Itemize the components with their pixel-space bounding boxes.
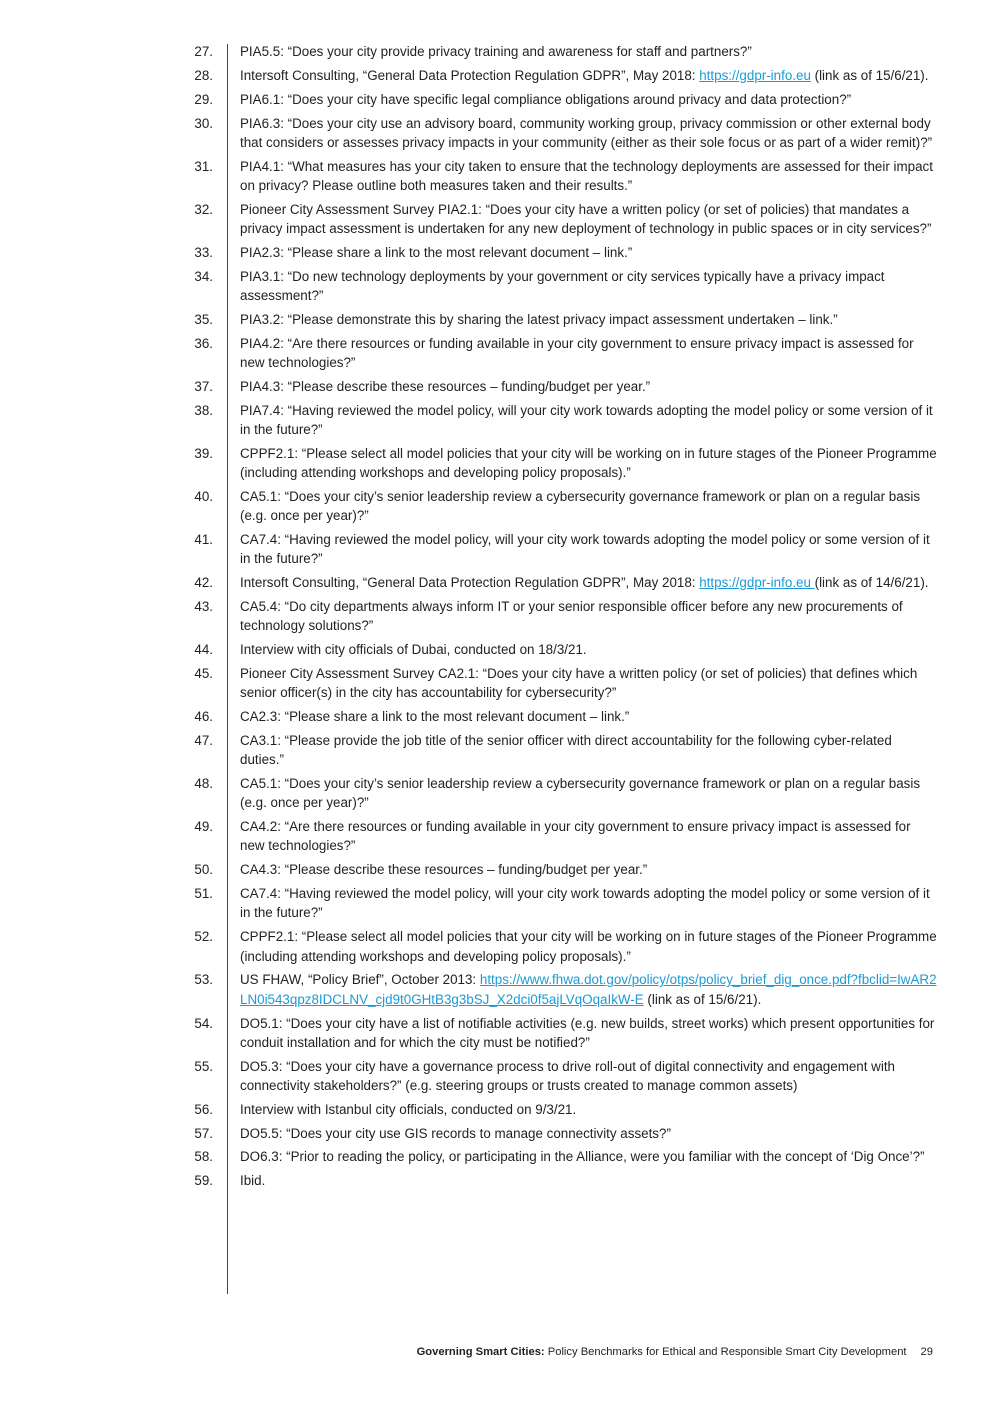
endnote-text xyxy=(240,487,938,525)
endnote-text xyxy=(240,530,938,568)
endnote-text-part: (link as of 14/6/21). xyxy=(814,575,929,591)
endnote xyxy=(183,377,938,396)
page-number: 29 xyxy=(920,1346,933,1358)
endnote-text-part: Pioneer City Assessment Survey CA2.1: “Does your city have a written policy (or set of policies) that defines which senior officer(s) in the city has accountability for cybersecurity?” xyxy=(240,666,918,701)
endnote xyxy=(183,573,938,592)
endnote-text xyxy=(240,774,938,812)
endnote-link[interactable]: https://www.fhwa.dot.gov/policy/otps/policy_brief_dig_once.pdf?fbclid=IwAR2LN0i543qpz8IDCLNV_cjd9t0GHtB3g3bSJ_X2dci0f5ajLVqOqaIkW-E xyxy=(240,972,937,1007)
endnote-link[interactable]: https://gdpr-info.eu xyxy=(699,67,811,83)
endnote-text-part: Ibid. xyxy=(240,1173,266,1189)
endnote-text-part: CA2.3: “Please share a link to the most relevant document – link.” xyxy=(240,709,630,725)
endnote-text-part: CA3.1: “Please provide the job title of the senior officer with direct accountability for the following cyber-related duties.” xyxy=(240,733,892,768)
endnote xyxy=(183,884,938,922)
endnote xyxy=(183,817,938,855)
endnote xyxy=(183,927,938,965)
endnote-text-part: CA5.1: “Does your city’s senior leadership review a cybersecurity governance framework or plan on a regular basis (e.g. once per year)?” xyxy=(240,489,921,524)
endnote-text-part: CA5.1: “Does your city’s senior leadership review a cybersecurity governance framework or plan on a regular basis (e.g. once per year)?” xyxy=(240,776,921,811)
endnote-text-part: PIA7.4: “Having reviewed the model policy, will your city work towards adopting the model policy or some version of it in the future?” xyxy=(240,402,933,438)
endnote-text-part: CA5.4: “Do city departments always inform IT or your senior responsible officer before any new procurements of technology solutions?” xyxy=(240,599,903,634)
endnote-number: 54. xyxy=(194,1015,213,1031)
endnote-text xyxy=(240,444,938,482)
endnote-text xyxy=(240,243,938,262)
endnote-number: 32. xyxy=(194,201,213,217)
endnote xyxy=(183,42,938,61)
footer-title-bold: Governing Smart Cities: xyxy=(416,1346,545,1358)
endnote-text xyxy=(240,1171,938,1190)
endnote-number: 41. xyxy=(194,532,213,548)
endnote xyxy=(183,267,938,305)
endnote xyxy=(183,487,938,525)
endnote-text-part: CA4.3: “Please describe these resources – funding/budget per year.” xyxy=(240,862,648,878)
endnote-number: 44. xyxy=(194,642,213,658)
endnote xyxy=(183,1124,938,1143)
endnote-link[interactable]: https://gdpr-info.eu xyxy=(699,575,815,591)
endnote-number: 28. xyxy=(194,67,213,83)
endnote xyxy=(183,774,938,812)
endnote xyxy=(183,444,938,482)
endnote-text-part: DO5.1: “Does your city have a list of notifiable activities (e.g. new builds, street works) which present opportunities for conduit installation and for which the city must be notified?” xyxy=(240,1015,935,1050)
endnote-text-part: Interview with Istanbul city officials, conducted on 9/3/21. xyxy=(240,1101,577,1117)
page-footer xyxy=(417,1346,933,1358)
endnote-text-part: DO5.5: “Does your city use GIS records to manage connectivity assets?” xyxy=(240,1125,671,1141)
endnote-text xyxy=(240,927,938,965)
endnote-number: 36. xyxy=(194,335,213,351)
endnote-number: 49. xyxy=(194,819,213,835)
endnote-text xyxy=(240,860,938,879)
endnote-number: 45. xyxy=(194,666,213,682)
endnote xyxy=(183,334,938,372)
endnote-number: 33. xyxy=(194,244,213,260)
endnote-number: 51. xyxy=(194,886,213,902)
endnote xyxy=(183,1147,938,1166)
endnote xyxy=(183,401,938,439)
endnote-text-part: PIA4.2: “Are there resources or funding available in your city government to ensure privacy impact is assessed for new technologies?” xyxy=(240,335,914,371)
endnote-number: 56. xyxy=(194,1101,213,1117)
endnote-text xyxy=(240,401,938,439)
endnote xyxy=(183,707,938,726)
endnote-text xyxy=(240,817,938,855)
endnote-number: 42. xyxy=(194,575,213,591)
endnote-text xyxy=(240,310,938,329)
endnote xyxy=(183,1171,938,1190)
endnote-text xyxy=(240,66,938,85)
endnote-text-part: PIA5.5: “Does your city provide privacy training and awareness for staff and partners?” xyxy=(240,44,752,59)
endnote-text-part: DO5.3: “Does your city have a governance process to drive roll-out of digital connectivity and engagement with connectivity stakeholders?” (e.g. steering groups or trusts created to manage common assets) xyxy=(240,1058,895,1093)
endnote-text xyxy=(240,114,938,152)
endnote-number: 40. xyxy=(194,489,213,504)
endnote xyxy=(183,1014,938,1052)
endnote-text-part: PIA4.1: “What measures has your city taken to ensure that the technology deployments are assessed for their impact on privacy? Please outline both measures taken and their results.” xyxy=(240,158,933,193)
endnote-number: 29. xyxy=(194,91,213,107)
endnote-number: 34. xyxy=(194,268,213,284)
endnote xyxy=(183,970,938,1008)
endnote-text xyxy=(240,707,938,726)
endnote xyxy=(183,530,938,568)
endnote xyxy=(183,860,938,879)
endnote-text-part: CPPF2.1: “Please select all model policies that your city will be working on in future stages of the Pioneer Programme (including attending workshops and developing policy proposals).” xyxy=(240,929,937,964)
endnote-text-part: Interview with city officials of Dubai, conducted on 18/3/21. xyxy=(240,642,587,658)
endnote-number: 47. xyxy=(194,733,213,749)
endnote-number: 43. xyxy=(194,599,213,615)
endnote-number: 37. xyxy=(194,378,213,394)
endnote-number: 30. xyxy=(194,115,213,131)
endnote-text xyxy=(240,573,938,592)
endnote-number: 52. xyxy=(194,929,213,945)
endnote-text-part: PIA4.3: “Please describe these resources – funding/budget per year.” xyxy=(240,378,651,394)
endnote-text xyxy=(240,970,938,1008)
endnote-number: 55. xyxy=(194,1058,213,1074)
endnote-text-part: (link as of 15/6/21). xyxy=(643,991,762,1007)
endnote-text xyxy=(240,1147,938,1166)
endnote-number: 53. xyxy=(194,972,213,988)
endnote-number: 48. xyxy=(194,776,213,792)
endnote-text-part: DO6.3: “Prior to reading the policy, or participating in the Alliance, were you familiar with the concept of ‘Dig Once’?” xyxy=(240,1149,925,1165)
endnote xyxy=(183,640,938,659)
endnote-text xyxy=(240,90,938,109)
endnote-text xyxy=(240,1057,938,1095)
endnote-text xyxy=(240,640,938,659)
endnote-text-part: CA7.4: “Having reviewed the model policy, will your city work towards adopting the model policy or some version of it in the future?” xyxy=(240,532,930,567)
endnote xyxy=(183,114,938,152)
endnote-text xyxy=(240,664,938,702)
endnote-text xyxy=(240,200,938,238)
endnote-number: 58. xyxy=(194,1149,213,1165)
endnote-number: 39. xyxy=(194,445,213,461)
endnote-text xyxy=(240,377,938,396)
endnote xyxy=(183,664,938,702)
endnote-text xyxy=(240,884,938,922)
endnote-number: 27. xyxy=(194,44,213,59)
endnote-text-part: Intersoft Consulting, “General Data Protection Regulation GDPR”, May 2018: xyxy=(240,575,700,591)
endnote-number: 50. xyxy=(194,862,213,878)
endnote-number: 59. xyxy=(194,1173,213,1189)
endnote xyxy=(183,200,938,238)
endnote-text-part: PIA2.3: “Please share a link to the most relevant document – link.” xyxy=(240,244,633,260)
endnotes-list xyxy=(183,42,938,1195)
endnote-number: 35. xyxy=(194,311,213,327)
endnote-text-part: Pioneer City Assessment Survey PIA2.1: “Does your city have a written policy (or set of policies) that mandates a privacy impact assessment is undertaken for any new deployment of technology in public spaces or in city services?” xyxy=(240,201,932,237)
endnote-text-part: CPPF2.1: “Please select all model policies that your city will be working on in future stages of the Pioneer Programme (including attending workshops and developing policy proposals).” xyxy=(240,445,937,481)
endnote xyxy=(183,1100,938,1119)
endnote-text xyxy=(240,1100,938,1119)
endnote-text-part: PIA6.1: “Does your city have specific legal compliance obligations around privacy and data protection?” xyxy=(240,91,852,107)
endnote xyxy=(183,1057,938,1095)
endnote-text xyxy=(240,157,938,195)
endnote-number: 46. xyxy=(194,709,213,725)
endnote-number: 38. xyxy=(194,402,213,418)
endnote-text-part: CA7.4: “Having reviewed the model policy, will your city work towards adopting the model policy or some version of it in the future?” xyxy=(240,886,930,921)
endnote-text xyxy=(240,334,938,372)
endnote-number: 57. xyxy=(194,1125,213,1141)
endnote xyxy=(183,66,938,85)
endnote xyxy=(183,243,938,262)
endnote-text xyxy=(240,1124,938,1143)
endnote xyxy=(183,731,938,769)
endnote-text-part: (link as of 15/6/21). xyxy=(810,67,929,83)
endnote xyxy=(183,310,938,329)
endnote xyxy=(183,157,938,195)
footer-title: Policy Benchmarks for Ethical and Responsible Smart City Development xyxy=(544,1346,907,1358)
endnote-number: 31. xyxy=(194,158,213,174)
endnote-text-part: CA4.2: “Are there resources or funding available in your city government to ensure privacy impact is assessed for new technologies?” xyxy=(240,819,911,854)
endnote-text xyxy=(240,42,938,61)
endnote-text xyxy=(240,597,938,635)
endnote xyxy=(183,90,938,109)
endnote xyxy=(183,597,938,635)
endnote-text-part: US FHAW, “Policy Brief”, October 2013: xyxy=(240,972,480,988)
endnote-text-part: PIA3.2: “Please demonstrate this by sharing the latest privacy impact assessment undertaken – link.” xyxy=(240,311,838,327)
endnote-text xyxy=(240,1014,938,1052)
endnote-text xyxy=(240,731,938,769)
endnote-text xyxy=(240,267,938,305)
endnote-text-part: PIA6.3: “Does your city use an advisory board, community working group, privacy commission or other external body that considers or assesses privacy impacts in your community (either as their sole focus or as part of a wider remit)?” xyxy=(240,115,933,150)
endnote-text-part: PIA3.1: “Do new technology deployments by your government or city services typically have a privacy impact assessment?” xyxy=(240,268,885,304)
endnote-text-part: Intersoft Consulting, “General Data Protection Regulation GDPR”, May 2018: xyxy=(240,67,700,83)
